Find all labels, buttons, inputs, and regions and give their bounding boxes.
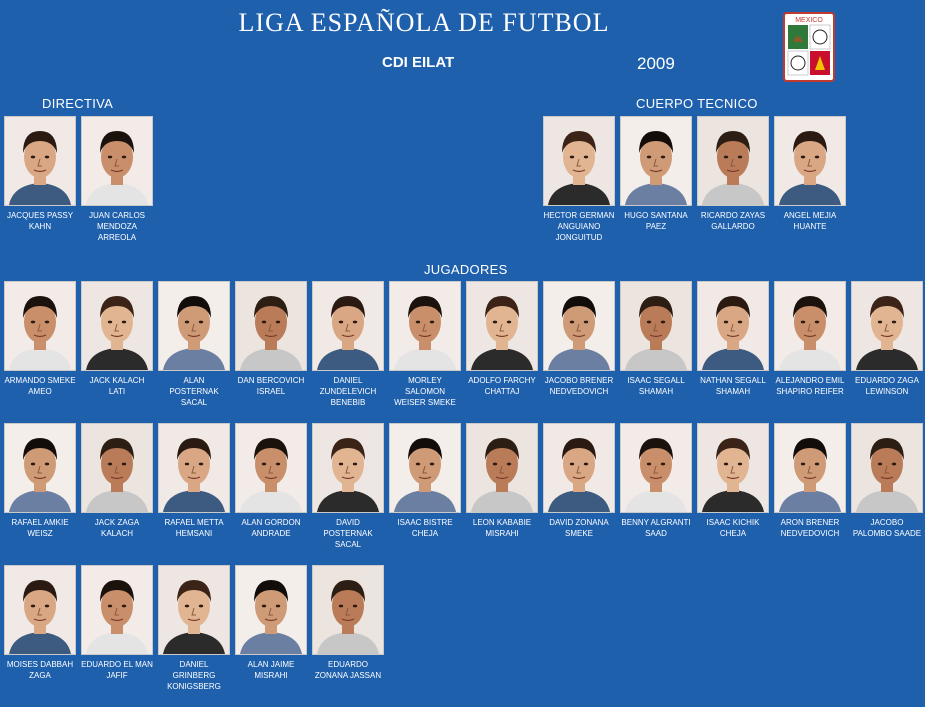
crest-label: MEXICO — [795, 17, 823, 24]
person-card — [774, 116, 846, 232]
person-name: JUAN CARLOS MENDOZA ARREOLA — [88, 211, 145, 242]
person-card — [620, 116, 692, 232]
portrait-photo — [697, 281, 769, 371]
person-name: RICARDO ZAYAS GALLARDO — [700, 211, 766, 231]
person-card — [543, 281, 615, 397]
person-name: ARON BRENER NEDVEDOVICH — [780, 518, 840, 538]
person-name: MORLEY SALOMON WEISER SMEKE — [394, 376, 456, 407]
portrait-photo — [851, 281, 923, 371]
person-card — [389, 423, 461, 539]
portrait-photo — [81, 116, 153, 206]
person-name: ALEJANDRO EMIL SHAPIRO REIFER — [775, 376, 845, 396]
person-card — [81, 565, 153, 681]
person-card — [235, 423, 307, 539]
person-name: EDUARDO ZONANA JASSAN — [314, 660, 382, 680]
person-card — [158, 281, 230, 408]
person-card — [620, 423, 692, 539]
person-name: MOISES DABBAH ZAGA — [6, 660, 74, 680]
person-card — [158, 565, 230, 692]
person-name: JACK KALACH LATI — [89, 376, 145, 396]
portrait-photo — [466, 423, 538, 513]
page-title: LIGA ESPAÑOLA DE FUTBOL — [238, 8, 610, 37]
person-card — [158, 423, 230, 539]
portrait-photo — [4, 423, 76, 513]
portrait-photo — [235, 423, 307, 513]
portrait-photo — [389, 281, 461, 371]
portrait-photo — [543, 423, 615, 513]
portrait-photo — [81, 281, 153, 371]
portrait-photo — [543, 116, 615, 206]
portrait-photo — [851, 423, 923, 513]
person-name: JACOBO PALOMBO SAADE — [852, 518, 922, 538]
person-card — [235, 281, 307, 397]
person-name: DAVID POSTERNAK SACAL — [323, 518, 373, 549]
portrait-photo — [697, 116, 769, 206]
person-name: DAN BERCOVICH ISRAEL — [237, 376, 305, 396]
portrait-photo — [235, 281, 307, 371]
club-name: CDI EILAT — [382, 54, 455, 71]
person-name: DANIEL GRINBERG KONIGSBERG — [167, 660, 221, 691]
portrait-photo — [4, 116, 76, 206]
person-name: HUGO SANTANA PAEZ — [624, 211, 688, 231]
portrait-photo — [697, 423, 769, 513]
person-card — [81, 281, 153, 397]
person-name: ISAAC SEGALL SHAMAH — [627, 376, 685, 396]
federation-crest-icon — [783, 12, 835, 82]
person-name: ALAN JAIME MISRAHI — [247, 660, 295, 680]
person-card — [697, 423, 769, 539]
person-name: ADOLFO FARCHY CHATTAJ — [468, 376, 536, 396]
person-card — [4, 565, 76, 681]
person-card — [235, 565, 307, 681]
person-card — [697, 281, 769, 397]
portrait-photo — [4, 281, 76, 371]
portrait-photo — [389, 423, 461, 513]
person-name: LEON KABABIE MISRAHI — [472, 518, 532, 538]
person-name: ANGEL MEJIA HUANTE — [783, 211, 837, 231]
portrait-photo — [466, 281, 538, 371]
person-name: EDUARDO EL MAN JAFIF — [81, 660, 153, 680]
person-card — [4, 116, 76, 232]
portrait-photo — [312, 565, 384, 655]
person-name: JACK ZAGA KALACH — [94, 518, 140, 538]
portrait-photo — [774, 116, 846, 206]
person-card — [312, 423, 384, 550]
person-card — [466, 281, 538, 397]
portrait-photo — [620, 281, 692, 371]
person-name: HECTOR GERMAN ANGUIANO JONGUITUD — [543, 211, 615, 242]
person-card — [774, 281, 846, 397]
section-jugadores: JUGADORES — [424, 262, 508, 277]
person-name: ARMANDO SMEKE AMEO — [4, 376, 76, 396]
person-card — [620, 281, 692, 397]
portrait-photo — [543, 281, 615, 371]
person-card — [774, 423, 846, 539]
portrait-photo — [774, 423, 846, 513]
person-name: RAFAEL METTA HEMSANI — [164, 518, 224, 538]
person-card — [4, 423, 76, 539]
portrait-photo — [774, 281, 846, 371]
person-card — [312, 281, 384, 408]
person-name: ALAN GORDON ANDRADE — [241, 518, 301, 538]
portrait-photo — [312, 281, 384, 371]
person-name: DANIEL ZUNDELEVICH BENEBIB — [319, 376, 377, 407]
person-card — [466, 423, 538, 539]
person-name: ALAN POSTERNAK SACAL — [169, 376, 219, 407]
portrait-photo — [620, 116, 692, 206]
portrait-photo — [620, 423, 692, 513]
person-card — [312, 565, 384, 681]
portrait-photo — [4, 565, 76, 655]
section-cuerpo-tecnico: CUERPO TECNICO — [636, 96, 758, 111]
person-name: JACOBO BRENER NEDVEDOVICH — [544, 376, 614, 396]
person-card — [543, 423, 615, 539]
person-name: ISAAC KICHIK CHEJA — [706, 518, 760, 538]
person-name: JACQUES PASSY KAHN — [6, 211, 74, 231]
portrait-photo — [235, 565, 307, 655]
portrait-photo — [158, 423, 230, 513]
person-name: DAVID ZONANA SMEKE — [549, 518, 609, 538]
portrait-photo — [158, 281, 230, 371]
section-directiva: DIRECTIVA — [42, 96, 114, 111]
person-name: BENNY ALGRANTI SAAD — [621, 518, 691, 538]
portrait-photo — [312, 423, 384, 513]
person-name: NATHAN SEGALL SHAMAH — [700, 376, 766, 396]
portrait-photo — [81, 423, 153, 513]
person-name: EDUARDO ZAGA LEWINSON — [854, 376, 919, 396]
person-card — [543, 116, 615, 243]
person-card — [4, 281, 76, 397]
person-card — [697, 116, 769, 232]
season-year: 2009 — [637, 54, 675, 73]
person-name: RAFAEL AMKIE WEISZ — [11, 518, 69, 538]
portrait-photo — [158, 565, 230, 655]
person-name: ISAAC BISTRE CHEJA — [397, 518, 453, 538]
person-card — [81, 423, 153, 539]
person-card — [851, 281, 923, 397]
person-card — [851, 423, 923, 539]
portrait-photo — [81, 565, 153, 655]
person-card — [389, 281, 461, 408]
person-card — [81, 116, 153, 243]
